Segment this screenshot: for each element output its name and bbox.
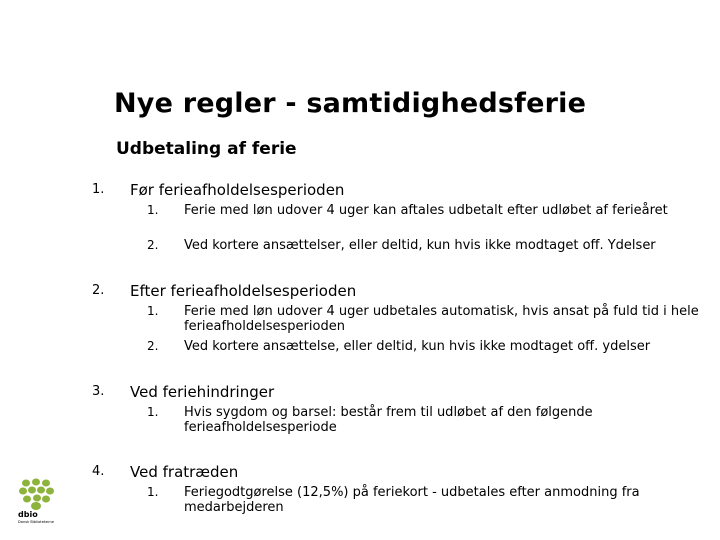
item-text: Ferie med løn udover 4 uger kan aftales udbetalt efter udløbet af ferieåret <box>184 203 668 218</box>
section-heading: Efter ferieafholdelsesperioden <box>130 282 357 300</box>
item-text: Feriegodtgørelse (12,5%) på feriekort - udbetales efter anmodning fra medarbejderen <box>184 485 640 515</box>
item-number: 2. <box>147 238 159 252</box>
item-text: Ferie med løn udover 4 uger udbetales automatisk, hvis ansat på fuld tid i hele ferieafholdelsesperioden <box>184 304 699 334</box>
section-number: 3. <box>92 384 105 399</box>
section-number: 2. <box>92 283 105 298</box>
slide-subtitle: Udbetaling af ferie <box>116 139 297 159</box>
logo-wordmark: dbio <box>18 510 38 519</box>
paw-icon <box>17 478 59 524</box>
item-text: Hvis sygdom og barsel: består frem til udløbet af den følgende ferieafholdelsesperiode <box>184 405 593 435</box>
item-number: 1. <box>147 203 159 217</box>
item-text: Ved kortere ansættelser, eller deltid, kun hvis ikke modtaget off. Ydelser <box>184 238 656 253</box>
item-text: Ved kortere ansættelse, eller deltid, kun hvis ikke modtaget off. ydelser <box>184 339 651 354</box>
slide-title: Nye regler - samtidighedsferie <box>114 88 587 119</box>
item-number: 2. <box>147 339 159 353</box>
section-number: 4. <box>92 464 105 479</box>
item-number: 1. <box>147 485 159 499</box>
dbio-logo <box>17 478 59 524</box>
logo-tagline: Dansk Bibliotekerne <box>18 520 54 524</box>
section-heading: Ved feriehindringer <box>130 383 275 401</box>
section-heading: Før ferieafholdelsesperioden <box>130 181 345 199</box>
item-number: 1. <box>147 304 159 318</box>
item-number: 1. <box>147 405 159 419</box>
section-number: 1. <box>92 182 105 197</box>
section-heading: Ved fratræden <box>130 463 239 481</box>
